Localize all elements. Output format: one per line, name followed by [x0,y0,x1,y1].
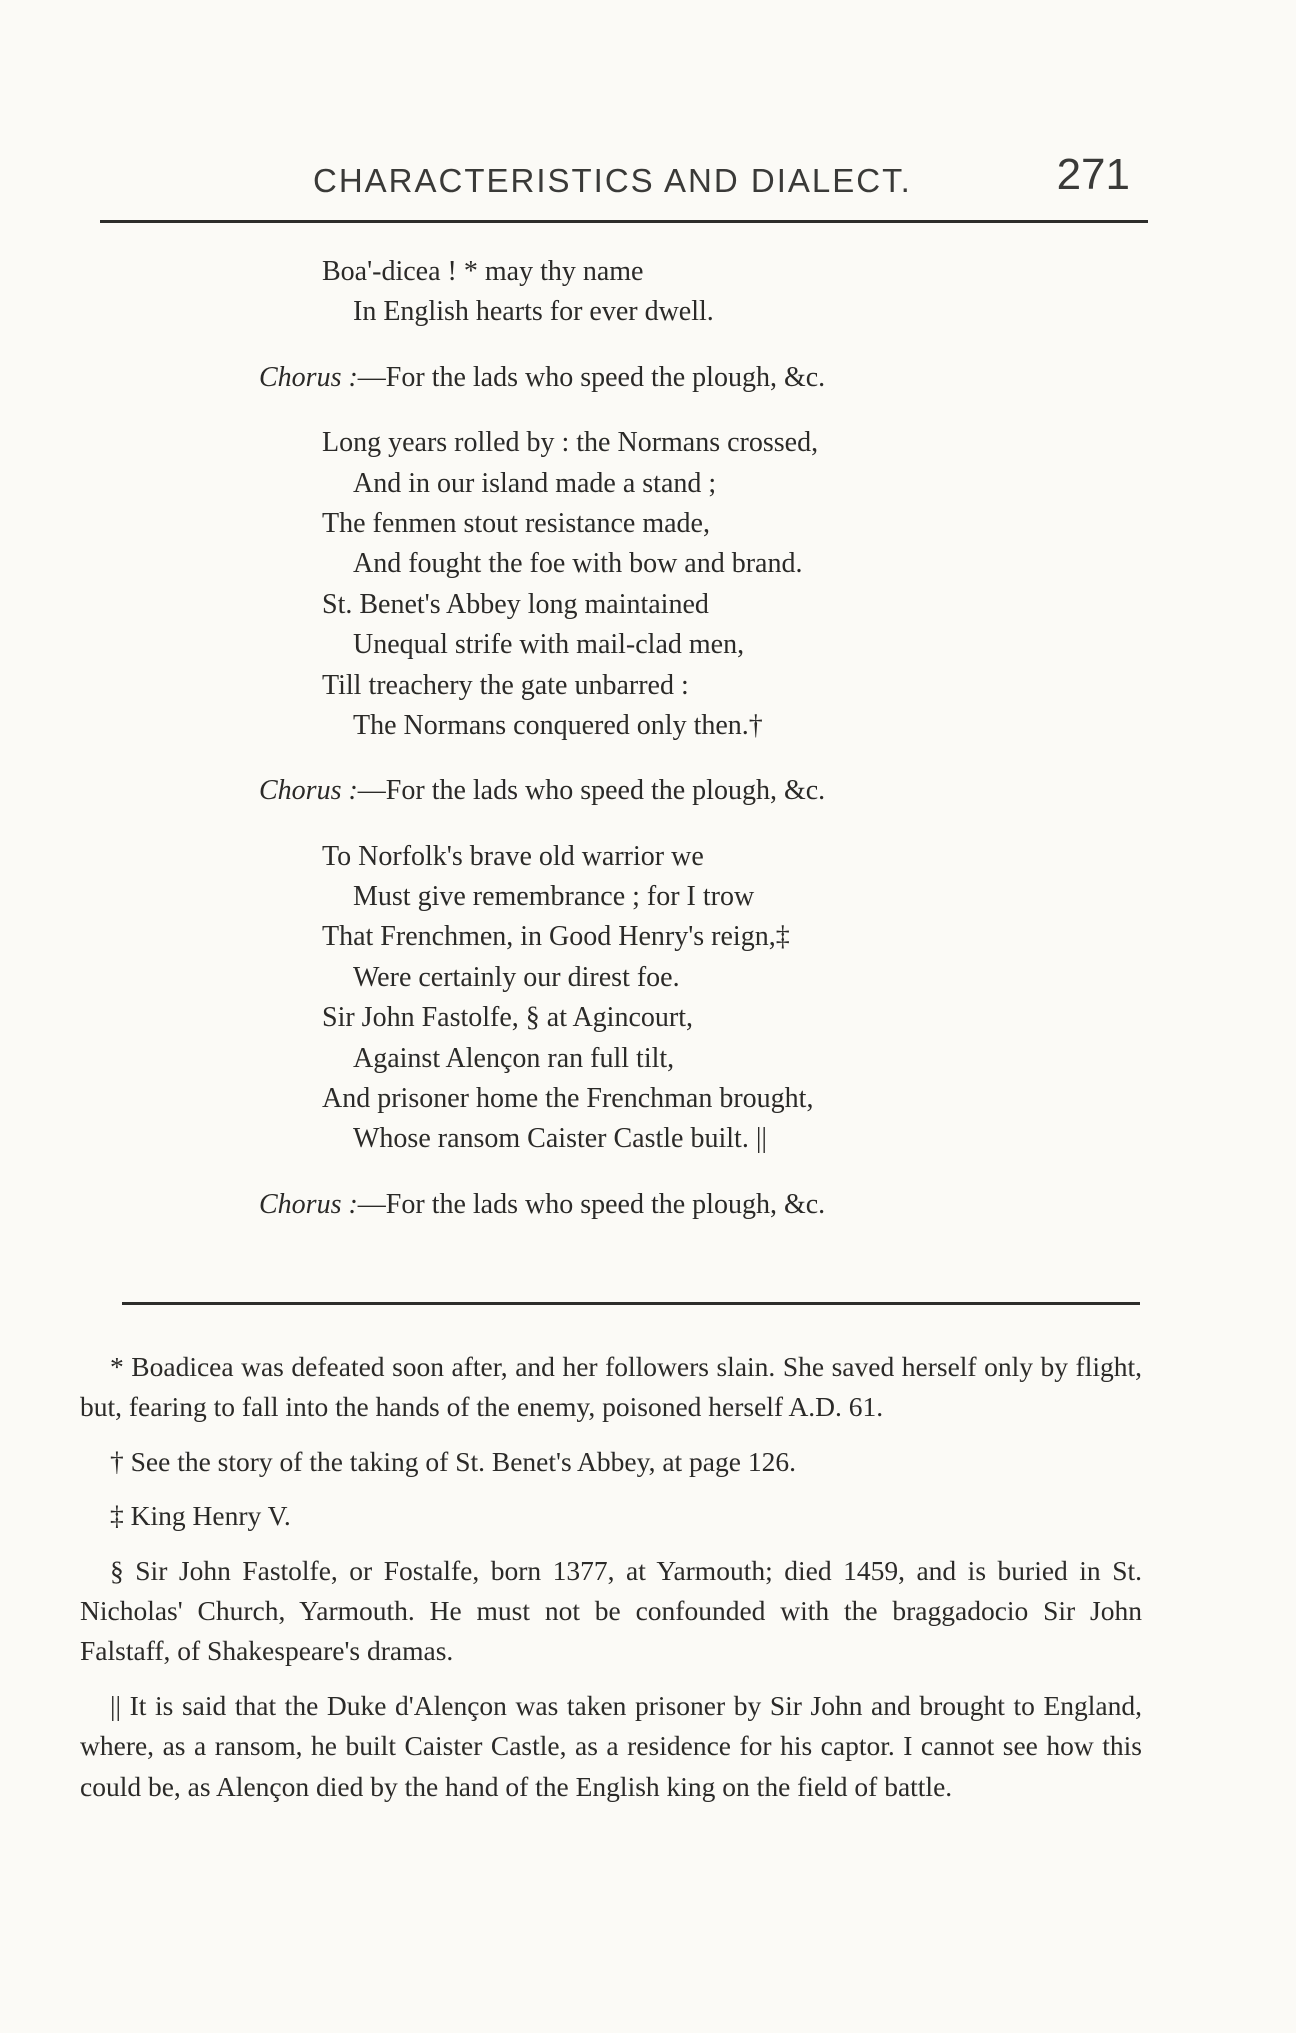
footnote-text: It is said that the Duke d'Alençon was taken prisoner by Sir John and brought to England, where, as a ransom, he built Caister Castle, as a residence for his captor. I cannot see how this could be, as Alençon died by the hand of the English king on the field of battle. [80,1689,1143,1802]
verse-line: Whose ransom Caister Castle built. || [353,1123,768,1155]
verse-line: Were certainly our direst foe. [353,961,680,993]
verse-line: Sir John Fastolfe, § at Agincourt, [322,1002,693,1034]
footnote-mark: † [110,1445,124,1477]
verse-line: Unequal strife with mail-clad men, [353,629,745,661]
verse-line: That Frenchmen, in Good Henry's reign,‡ [322,921,790,953]
poem [0,252,1296,1225]
footnote [80,1686,1142,1807]
verse-line: The Normans conquered only then.† [353,709,763,741]
chorus-label: Chorus : [259,775,358,807]
footnote-mark: ‡ [110,1500,124,1532]
chorus-text: —For the lads who speed the plough, &c. [357,1188,826,1220]
verse-line: Boa'-dicea ! * may thy name [322,256,644,287]
chorus-line [0,771,1296,811]
chorus-text: —For the lads who speed the plough, &c. [357,775,826,807]
verse-line: Must give remembrance ; for I trow [353,881,755,913]
footnote [80,1551,1142,1672]
verse-line: And prisoner home the Frenchman brought, [322,1083,814,1115]
footnote [80,1496,1142,1536]
verse-line: Against Alençon ran full tilt, [353,1042,675,1074]
chorus-line [0,1185,1296,1225]
footnote-rule [122,1302,1140,1305]
footnote-text: Boadicea was defeated soon after, and her followers slain. She saved herself only by flight, but, fearing to fall into the hands of the enemy, poisoned herself A.D. 61. [80,1351,1143,1423]
header-rule [100,220,1148,223]
footnote-mark: || [110,1689,122,1721]
chorus-label: Chorus : [259,1188,358,1220]
page-header [100,150,1140,210]
chorus-text: —For the lads who speed the plough, &c. [357,361,826,393]
verse-line: And fought the foe with bow and brand. [353,548,803,580]
verse-line: The fenmen stout resistance made, [322,507,710,539]
footnote-text: King Henry V. [130,1500,291,1532]
footnotes [80,1347,1142,1821]
verse-line: St. Benet's Abbey long maintained [322,588,709,620]
chorus-line [0,358,1296,398]
chorus-label: Chorus : [259,361,358,393]
verse-line: To Norfolk's brave old warrior we [322,840,704,872]
footnote-mark: * [110,1351,124,1382]
verse-line: And in our island made a stand ; [353,467,717,499]
verse-line: Till treachery the gate unbarred : [322,669,689,701]
footnote-mark: § [110,1554,124,1586]
footnote-text: Sir John Fastolfe, or Fostalfe, born 1377, at Yarmouth; died 1459, and is buried in St. Nicholas' Church, Yarmouth. He must not be confounded with the braggadocio Sir John Falstaff, of Shakespeare's dramas. [80,1554,1143,1667]
verse-line: In English hearts for ever dwell. [353,296,714,328]
footnote-text: See the story of the taking of St. Benet's Abbey, at page 126. [130,1445,796,1477]
verse-line: Long years rolled by : the Normans crossed, [322,427,819,459]
running-title: CHARACTERISTICS AND DIALECT. [313,162,912,199]
footnote [80,1442,1142,1482]
page-number: 271 [1056,150,1130,199]
footnote [80,1347,1142,1428]
